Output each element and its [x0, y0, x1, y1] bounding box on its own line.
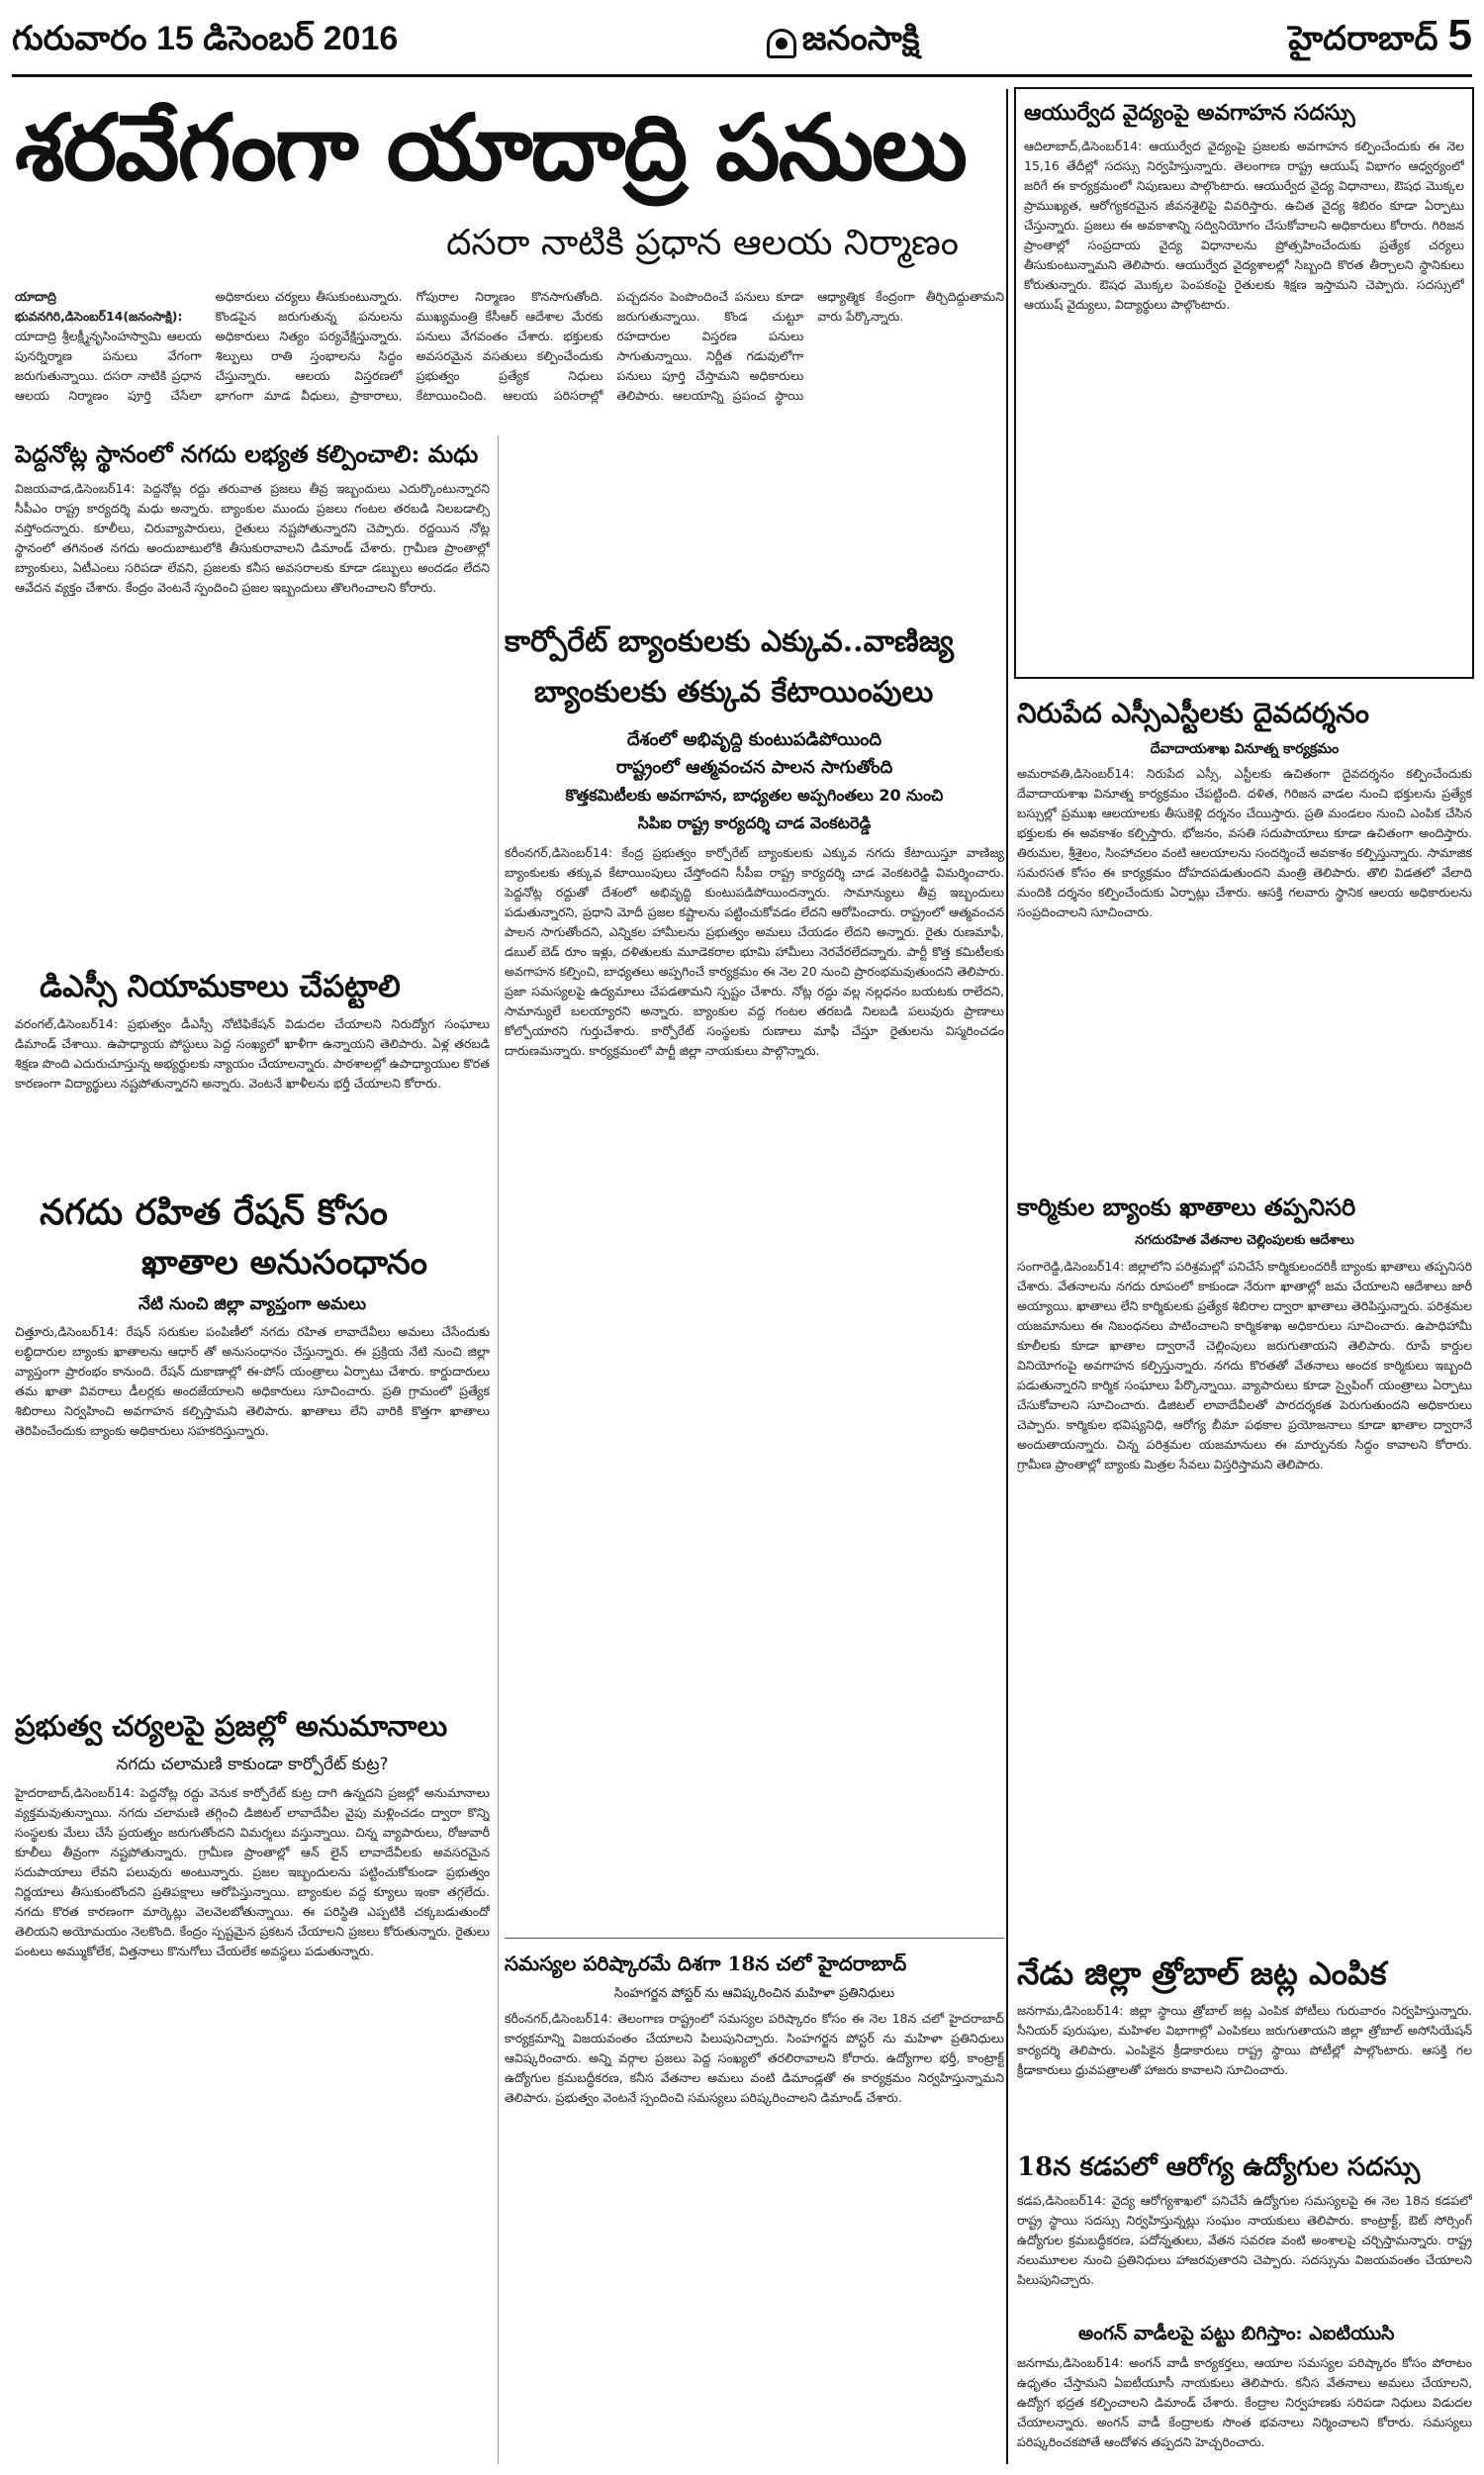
- doubts-headline: ప్రభుత్వ చర్యలపై ప్రజల్లో అనుమానాలు: [15, 1709, 448, 1743]
- paper-name: జనంసాక్షి: [801, 20, 920, 57]
- workers-kicker: నగదురహిత వేతనాల చెల్లింపులకు ఆదేశాలు: [1135, 1233, 1354, 1248]
- ration-kicker: నేటి నుంచి జిల్లా వ్యాప్తంగా అమలు: [139, 1294, 366, 1314]
- rally-headline: సమస్యల పరిష్కారమే దిశగా 18న చలో హైదరాబాద్: [505, 1951, 907, 1975]
- madhu-headline: పెద్దనోట్ల స్థానంలో నగదు లభ్యత కల్పించాలి: మధు: [15, 439, 479, 468]
- banks-deck-line4: సిపిఐ రాష్ట్ర కార్యదర్శి చాడ వెంకటరెడ్డి: [637, 813, 872, 832]
- anganwadi-headline: అంగన్ వాడీలపై పట్టు బిగిస్తాం: ఎఐటియుసి: [1078, 2323, 1395, 2344]
- health-headline: 18న కడపలో ఆరోగ్య ఉద్యోగుల సదస్సు: [1017, 2152, 1421, 2182]
- banks-deck-line2: రాష్ట్రంలో ఆత్మవంచన పాలన సాగుతోంది: [615, 757, 893, 778]
- lead-deck: దసరా నాటికి ప్రధాన ఆలయ నిర్మాణం: [445, 223, 960, 263]
- banks-headline-line2: బ్యాంకులకు తక్కువ కేటాయింపులు: [534, 675, 934, 710]
- page-number: 5: [1447, 11, 1472, 59]
- ration-body: చిత్తూరు,డిసెంబర్14: రేషన్ సరుకుల పంపిణీలో నగదు రహిత లావాదేవీలు అమలు చేసేందుకు లబ్ధిదారుల బ్యాంకు ఖాతాలను ఆధార్ తో అనుసంధానం చేస్తున్నారు. ఈ ప్రక్రియ నేటి నుంచి జిల్లా వ్యాప్తంగా ప్రారంభం కానుంది. రేషన్ దుకాణాల్లో ఈ-పోస్ యంత్రాలు ఏర్పాటు చేశారు. కార్డుదారులు తమ ఖాతా వివరాలు డీలర్లకు అందజేయాలని అధికారులు సూచించారు. ప్రతి గ్రామంలో ప్రత్యేక శిబిరాలు నిర్వహించి అవగాహన కల్పిస్తామని తెలిపారు. ఖాతాలు లేని వారికి కొత్తగా ఖాతాలు తెరిపించేందుకు బ్యాంకు అధికారులు సహకరిస్తున్నారు.: [15, 1324, 490, 1438]
- dsc-headline: డిఎస్సీ నియామకాలు చేపట్టాలి: [40, 969, 401, 1004]
- scst-body: అమరావతి,డిసెంబర్14: నిరుపేద ఎస్సీ, ఎస్టీలకు ఉచితంగా దైవదర్శనం కల్పించేందుకు దేవాదాయశాఖ వినూత్న కార్యక్రమం చేపట్టింది. దళిత, గిరిజన వాడల నుంచి భక్తులను ప్రత్యేక బస్సుల్లో ప్రముఖ ఆలయాలకు తీసుకెళ్లి దర్శనం చేయిస్తారు. ప్రతి మండలం నుంచి ఎంపిక చేసిన భక్తులకు ఈ అవకాశం కల్పిస్తారు. భోజనం, వసతి సదుపాయాలు కూడా ఉచితంగా అందిస్తారు. తిరుమల, శ్రీశైలం, సింహాచలం వంటి ఆలయాలను సందర్శించే అవకాశం కల్పిస్తున్నారు. సామాజిక సమరసత కోసం ఈ కార్యక్రమం దోహదపడుతుందని మంత్రి తెలిపారు. తొలి విడతలో వేలాది మందికి దర్శనం కల్పించేందుకు ఏర్పాట్లు చేశారు. ఆసక్తి గలవారు స్థానిక ఆలయ అధికారులను సంప్రదించాలని సూచించారు.: [1017, 766, 1472, 919]
- madhu-body: విజయవాడ,డిసెంబర్14: పెద్దనోట్ల రద్దు తరువాత ప్రజలు తీవ్ర ఇబ్బందులు ఎదుర్కొంటున్నారని సీపీఎం రాష్ట్ర కార్యదర్శి మధు అన్నారు. బ్యాంకుల ముందు ప్రజలు గంటల తరబడి నిలబడాల్సి వస్తోందన్నారు. కూలీలు, చిరువ్యాపారులు, రైతులు నష్టపోతున్నారని చెప్పారు. రద్దయిన నోట్ల స్థానంలో తగినంత నగదు అందుబాటులోకి తీసుకురావాలని డిమాండ్ చేశారు. గ్రామీణ ప్రాంతాల్లో బ్యాంకులు, ఏటీఎంలు సరిపడా లేవని, ప్రజలకు కనీస అవసరాలకు కూడా డబ్బులు అందడం లేదని ఆవేదన వ్యక్తం చేశారు. కేంద్రం వెంటనే స్పందించి ప్రజల ఇబ్బందులు తొలగించాలని కోరారు.: [15, 481, 490, 595]
- anganwadi-body: జనగామ,డిసెంబర్14: అంగన్ వాడీ కార్యకర్తలు, ఆయాల సమస్యల పరిష్కారం కోసం పోరాటం ఉధృతం చేస్తామని ఏఐటీయూసీ నాయకులు తెలిపారు. కనీస వేతనాలు అమలు చేయాలని, ఉద్యోగ భద్రత కల్పించాలని డిమాండ్ చేశారు. కేంద్రాల నిర్వహణకు సరిపడా నిధులు విడుదల చేయాలన్నారు. అంగన్ వాడీ కేంద్రాలకు సొంత భవనాలు నిర్మించాలని కోరారు. సమస్యలు పరిష్కరించకపోతే ఆందోళన తప్పదని హెచ్చరించారు.: [1017, 2355, 1472, 2449]
- scst-kicker: దేవాదాయశాఖ వినూత్న కార్యక్రమం: [1150, 741, 1340, 757]
- workers-body: సంగారెడ్డి,డిసెంబర్14: జిల్లాలోని పరిశ్రమల్లో పనిచేసే కార్మికులందరికీ బ్యాంకు ఖాతాలు తప్పనిసరి చేశారు. వేతనాలను నగదు రూపంలో కాకుండా నేరుగా ఖాతాల్లో జమ చేయాలని ఆదేశాలు జారీ అయ్యాయి. ఖాతాలు లేని కార్మికులకు ప్రత్యేక శిబిరాల ద్వారా ఖాతాలు తెరిపిస్తున్నారు. పరిశ్రమల యజమానులు ఈ నిబంధనలు పాటించాలని కార్మికశాఖ అధికారులు సూచించారు. ఉపాధిహామీ కూలీలకు కూడా ఖాతాల ద్వారానే చెల్లింపులు జరుగుతాయని తెలిపారు. రూపే కార్డుల వినియోగంపై అవగాహన కల్పిస్తున్నారు. నగదు కొరతతో వేతనాలు అందక కార్మికులు ఇబ్బంది పడుతున్నారని కార్మిక సంఘాలు పేర్కొన్నాయి. వ్యాపారులు కూడా స్వైపింగ్ యంత్రాలు ఏర్పాటు చేసుకోవాలని సూచించారు. డిజిటల్ లావాదేవీలతో పారదర్శకత పెరుగుతుందని అధికారులు చెప్పారు. కార్మికుల భవిష్యనిధి, ఆరోగ్య బీమా పథకాల ప్రయోజనాలు కూడా ఖాతాల ద్వారానే అందుతాయన్నారు. చిన్న పరిశ్రమల యజమానులు ఈ మార్పునకు సిద్ధం కావాలని కోరారు. గ్రామీణ ప్రాంతాల్లో బ్యాంకు మిత్రల సేవలు విస్తరిస్తామని తెలిపారు.: [1017, 1259, 1472, 1472]
- rally-kicker: సింహగర్జన పోస్టర్ ను ఆవిష్కరించిన మహిళా ప్రతినిధులు: [613, 1986, 895, 2001]
- paper-logo: [767, 20, 920, 66]
- banks-headline-line1: కార్పోరేట్ బ్యాంకులకు ఎక్కువ..వాణిజ్య: [505, 624, 954, 659]
- workers-headline: కార్మికుల బ్యాంకు ఖాతాలు తప్పనిసరి: [1017, 1192, 1356, 1221]
- lead-headline: శరవేగంగా యాదాద్రి పనులు: [15, 94, 967, 201]
- doubts-kicker: నగదు చలామణి కాకుండా కార్పోరేట్ కుట్ర?: [116, 1755, 389, 1774]
- banks-deck-line1: దేశంలో అభివృద్ది కుంటుపడిపోయింది: [626, 729, 882, 750]
- health-body: కడప,డిసెంబర్14: వైద్య ఆరోగ్యశాఖలో పనిచేసే ఉద్యోగుల సమస్యలపై ఈ నెల 18న కడపలో రాష్ట్ర స్థాయి సదస్సు నిర్వహిస్తున్నట్లు సంఘం నాయకులు తెలిపారు. కాంట్రాక్ట్, ఔట్ సోర్సింగ్ ఉద్యోగుల క్రమబద్ధీకరణ, పదోన్నతులు, వేతన సవరణ వంటి అంశాలపై చర్చిస్తామన్నారు. రాష్ట్ర నలుమూలల నుంచి ప్రతినిధులు హాజరవుతారని చెప్పారు. సదస్సును విజయవంతం చేయాలని పిలుపునిచ్చారు.: [1017, 2193, 1472, 2287]
- lead-dateline: యాదాద్రి భువనగిరి,డిసెంబర్14(జనంసాక్షి):: [15, 289, 183, 324]
- ayurveda-headline: ఆయుర్వేద వైద్యంపై అవగాహన సదస్సు: [1024, 100, 1355, 126]
- scst-headline: నిరుపేద ఎస్సీఎస్టీలకు దైవదర్శనం: [1017, 697, 1369, 729]
- inner-column-rule: [498, 435, 499, 2464]
- ayurveda-body: ఆదిలాబాద్,డిసెంబర్14: ఆయుర్వేద వైద్యంపై ప్రజలకు అవగాహన కల్పించేందుకు ఈ నెల 15,16 తేదీల్లో సదస్సు నిర్వహిస్తున్నారు. తెలంగాణ రాష్ట్ర ఆయుష్ విభాగం ఆధ్వర్యంలో జరిగే ఈ కార్యక్రమంలో నిపుణులు పాల్గొంటారు. ఆయుర్వేద వైద్య విధానాలు, ఔషధ మొక్కల ప్రాముఖ్యత, ఆరోగ్యకరమైన జీవనశైలిపై వివరిస్తారు. ఉచిత వైద్య శిబిరం కూడా ఏర్పాటు చేస్తున్నారు. ప్రజలు ఈ అవకాశాన్ని సద్వినియోగం చేసుకోవాలని అధికారులు కోరారు. గిరిజన ప్రాంతాల్లో సంప్రదాయ వైద్య విధానాలను ప్రోత్సహించేందుకు ప్రత్యేక చర్యలు తీసుకుంటున్నామని తెలిపారు. ఆయుర్వేద వైద్యశాలల్లో సిబ్బంది కొరత తీర్చాలని స్థానికులు కోరుతున్నారు. ఔషధ మొక్కల పెంపకంపై రైతులకు శిక్షణ ఇస్తామని చెప్పారు. సదస్సులో ఆయుష్ వైద్యులు, విద్యార్థులు పాల్గొంటారు.: [1024, 139, 1464, 312]
- masthead: [12, 8, 1472, 77]
- logo-emblem-icon: [767, 29, 796, 58]
- banks-body: కరీంనగర్,డిసెంబర్14: కేంద్ర ప్రభుత్వం కార్పోరేట్ బ్యాంకులకు ఎక్కువ నగదు కేటాయిస్తూ వాణిజ్య బ్యాంకులకు తక్కువ కేటాయింపులు చేస్తోందని సీపీఐ రాష్ట్ర కార్యదర్శి చాడ వెంకటరెడ్డి విమర్శించారు. పెద్దనోట్ల రద్దుతో దేశంలో అభివృద్ధి కుంటుపడిపోయిందన్నారు. సామాన్యులు తీవ్ర ఇబ్బందులు పడుతున్నారని, ప్రధాని మోదీ ప్రజల కష్టాలను పట్టించుకోవడం లేదని ఆరోపించారు. రాష్ట్రంలో ఆత్మవంచన పాలన సాగుతోందని, ఎన్నికల హామీలను ప్రభుత్వం అమలు చేయడం లేదని అన్నారు. రైతు రుణమాఫీ, డబుల్ బెడ్ రూం ఇళ్లు, దళితులకు మూడెకరాల భూమి హామీలు నెరవేరలేదన్నారు. పార్టీ కొత్త కమిటీలకు అవగాహన కల్పించి, బాధ్యతలు అప్పగించే కార్యక్రమం ఈ నెల 20 నుంచి ప్రారంభమవుతుందని తెలిపారు. ప్రజా సమస్యలపై ఉద్యమాలు చేపడతామని స్పష్టం చేశారు. నోట్ల రద్దు వల్ల నల్లధనం బయటకు రాలేదని, సామాన్యులే బలయ్యారని అన్నారు. బ్యాంకుల వద్ద గంటల తరబడి నిలబడి పలువురు ప్రాణాలు కోల్పోయారని గుర్తుచేశారు. కార్పోరేట్ సంస్థలకు రుణాలు మాఫీ చేస్తూ రైతులను విస్మరించడం దారుణమన్నారు. కార్యక్రమంలో పార్టీ జిల్లా నాయకులు పాల్గొన్నారు.: [505, 845, 1004, 1058]
- issue-date: గురువారం 15 డిసెంబర్ 2016: [12, 20, 399, 57]
- ration-headline-line2: ఖాతాల అనుసంధానం: [140, 1243, 428, 1283]
- column-rule: [1006, 89, 1008, 2464]
- lead-body-text: యాదాద్రి శ్రీలక్ష్మీనృసింహస్వామి ఆలయ పునర్నిర్మాణ పనులు వేగంగా జరుగుతున్నాయి. దసరా నాటికి ప్రధాన ఆలయ నిర్మాణం పూర్తి చేసేలా అధికారులు చర్యలు తీసుకుంటున్నారు. కొండపైన జరుగుతున్న పనులను అధికారులు నిత్యం పర్యవేక్షిస్తున్నారు. శిల్పులు రాతి స్తంభాలను సిద్ధం చేస్తున్నారు. ఆలయ విస్తరణలో భాగంగా మాడ వీధులు, ప్రాకారాలు, గోపురాల నిర్మాణం కొనసాగుతోంది. ముఖ్యమంత్రి కేసీఆర్ ఆదేశాల మేరకు పనులు వేగవంతం చేశారు. భక్తులకు అవసరమైన వసతులు కల్పించేందుకు ప్రభుత్వం ప్రత్యేక నిధులు కేటాయించింది. ఆలయ పరిసరాల్లో పచ్చదనం పెంపొందించే పనులు కూడా జరుగుతున్నాయి. కొండ చుట్టూ రహదారుల విస్తరణ పనులు సాగుతున్నాయి. నిర్ణీత గడువులోగా పనులు పూర్తి చేస్తామని అధికారులు తెలిపారు. ఆలయాన్ని ప్రపంచ స్థాయి ఆధ్యాత్మిక కేంద్రంగా తీర్చిదిద్దుతామని వారు పేర్కొన్నారు.: [15, 289, 1004, 403]
- throwball-headline: నేడు జిల్లా త్రోబాల్ జట్ల ఎంపిక: [1017, 1954, 1387, 1992]
- dsc-body: వరంగల్,డిసెంబర్14: ప్రభుత్వం డీఎస్సీ నోటిఫికేషన్ విడుదల చేయాలని నిరుద్యోగ సంఘాలు డిమాండ్ చేశాయి. ఉపాధ్యాయ పోస్టులు పెద్ద సంఖ్యలో ఖాళీగా ఉన్నాయని తెలిపారు. ఏళ్ల తరబడి శిక్షణ పొంది ఎదురుచూస్తున్న అభ్యర్థులకు న్యాయం చేయాలన్నారు. పాఠశాలల్లో ఉపాధ్యాయుల కొరత కారణంగా విద్యార్థులు నష్టపోతున్నారని అన్నారు. వెంటనే ఖాళీలను భర్తీ చేయాలని కోరారు.: [15, 1016, 490, 1091]
- lead-story-body: [15, 287, 1004, 424]
- ration-headline: నగదు రహిత రేషన్ కోసం: [40, 1191, 388, 1233]
- rally-divider: [505, 1938, 1004, 1939]
- edition-city-name: హైదరాబాద్: [1288, 20, 1438, 57]
- doubts-body: హైదరాబాద్,డిసెంబర్14: పెద్దనోట్ల రద్దు వెనుక కార్పోరేట్ కుట్ర దాగి ఉన్నదని ప్రజల్లో అనుమానాలు వ్యక్తమవుతున్నాయి. నగదు చలామణి తగ్గించి డిజిటల్ లావాదేవీల వైపు మళ్లించడం ద్వారా కొన్ని సంస్థలకు మేలు చేసే ప్రయత్నం జరుగుతోందని విమర్శలు వస్తున్నాయి. చిన్న వ్యాపారులు, రోజువారీ కూలీలు తీవ్రంగా నష్టపోతున్నారు. గ్రామీణ ప్రాంతాల్లో ఆన్ లైన్ లావాదేవీలకు అవసరమైన సదుపాయాలు లేవని పలువురు అంటున్నారు. ప్రజల ఇబ్బందులను పట్టించుకోకుండా ప్రభుత్వం నిర్ణయాలు తీసుకుంటోందని ప్రతిపక్షాలు ఆరోపిస్తున్నాయి. బ్యాంకుల వద్ద క్యూలు ఇంకా తగ్గలేదు. నగదు కొరత కారణంగా మార్కెట్లు వెలవెలబోతున్నాయి. ఈ పరిస్థితి ఎప్పటికి చక్కబడుతుందో తెలియని అయోమయం నెలకొంది. కేంద్రం స్పష్టమైన ప్రకటన చేయాలని ప్రజలు కోరుతున్నారు. రైతులు పంటలు అమ్ముకోలేక, విత్తనాలు కొనుగోలు చేయలేక అవస్థలు పడుతున్నారు.: [15, 1785, 490, 1958]
- edition-city: [1288, 11, 1472, 66]
- banks-deck-line3: కొత్తకమిటీలకు అవగాహన, బాధ్యతల అప్పగింతలు 20 నుంచి: [565, 786, 944, 805]
- throwball-body: జనగామ,డిసెంబర్14: జిల్లా స్థాయి త్రోబాల్ జట్ల ఎంపిక పోటీలు గురువారం నిర్వహిస్తున్నారు. సీనియర్ పురుషుల, మహిళల విభాగాల్లో ఎంపికలు జరుగుతాయని జిల్లా త్రోబాల్ అసోసియేషన్ కార్యదర్శి తెలిపారు. ఎంపికైన క్రీడాకారులు రాష్ట్ర స్థాయి పోటీల్లో పాల్గొంటారు. ఆసక్తి గల క్రీడాకారులు ధ్రువపత్రాలతో హాజరు కావాలని సూచించారు.: [1017, 2003, 1472, 2077]
- rally-body: కరీంనగర్,డిసెంబర్14: తెలంగాణ రాష్ట్రంలో సమస్యల పరిష్కారం కోసం ఈ నెల 18న చలో హైదరాబాద్ కార్యక్రమాన్ని విజయవంతం చేయాలని పిలుపునిచ్చారు. సింహగర్జన పోస్టర్ ను మహిళా ప్రతినిధులు ఆవిష్కరించారు. అన్ని వర్గాల ప్రజలు పెద్ద సంఖ్యలో తరలిరావాలని కోరారు. ఉద్యోగాల భర్తీ, కాంట్రాక్ట్ ఉద్యోగుల క్రమబద్ధీకరణ, కనీస వేతనాల అమలు వంటి డిమాండ్లతో ఈ కార్యక్రమం నిర్వహిస్తున్నామని తెలిపారు. ప్రభుత్వం వెంటనే స్పందించి సమస్యలు పరిష్కరించాలని డిమాండ్ చేశారు.: [505, 2011, 1004, 2105]
